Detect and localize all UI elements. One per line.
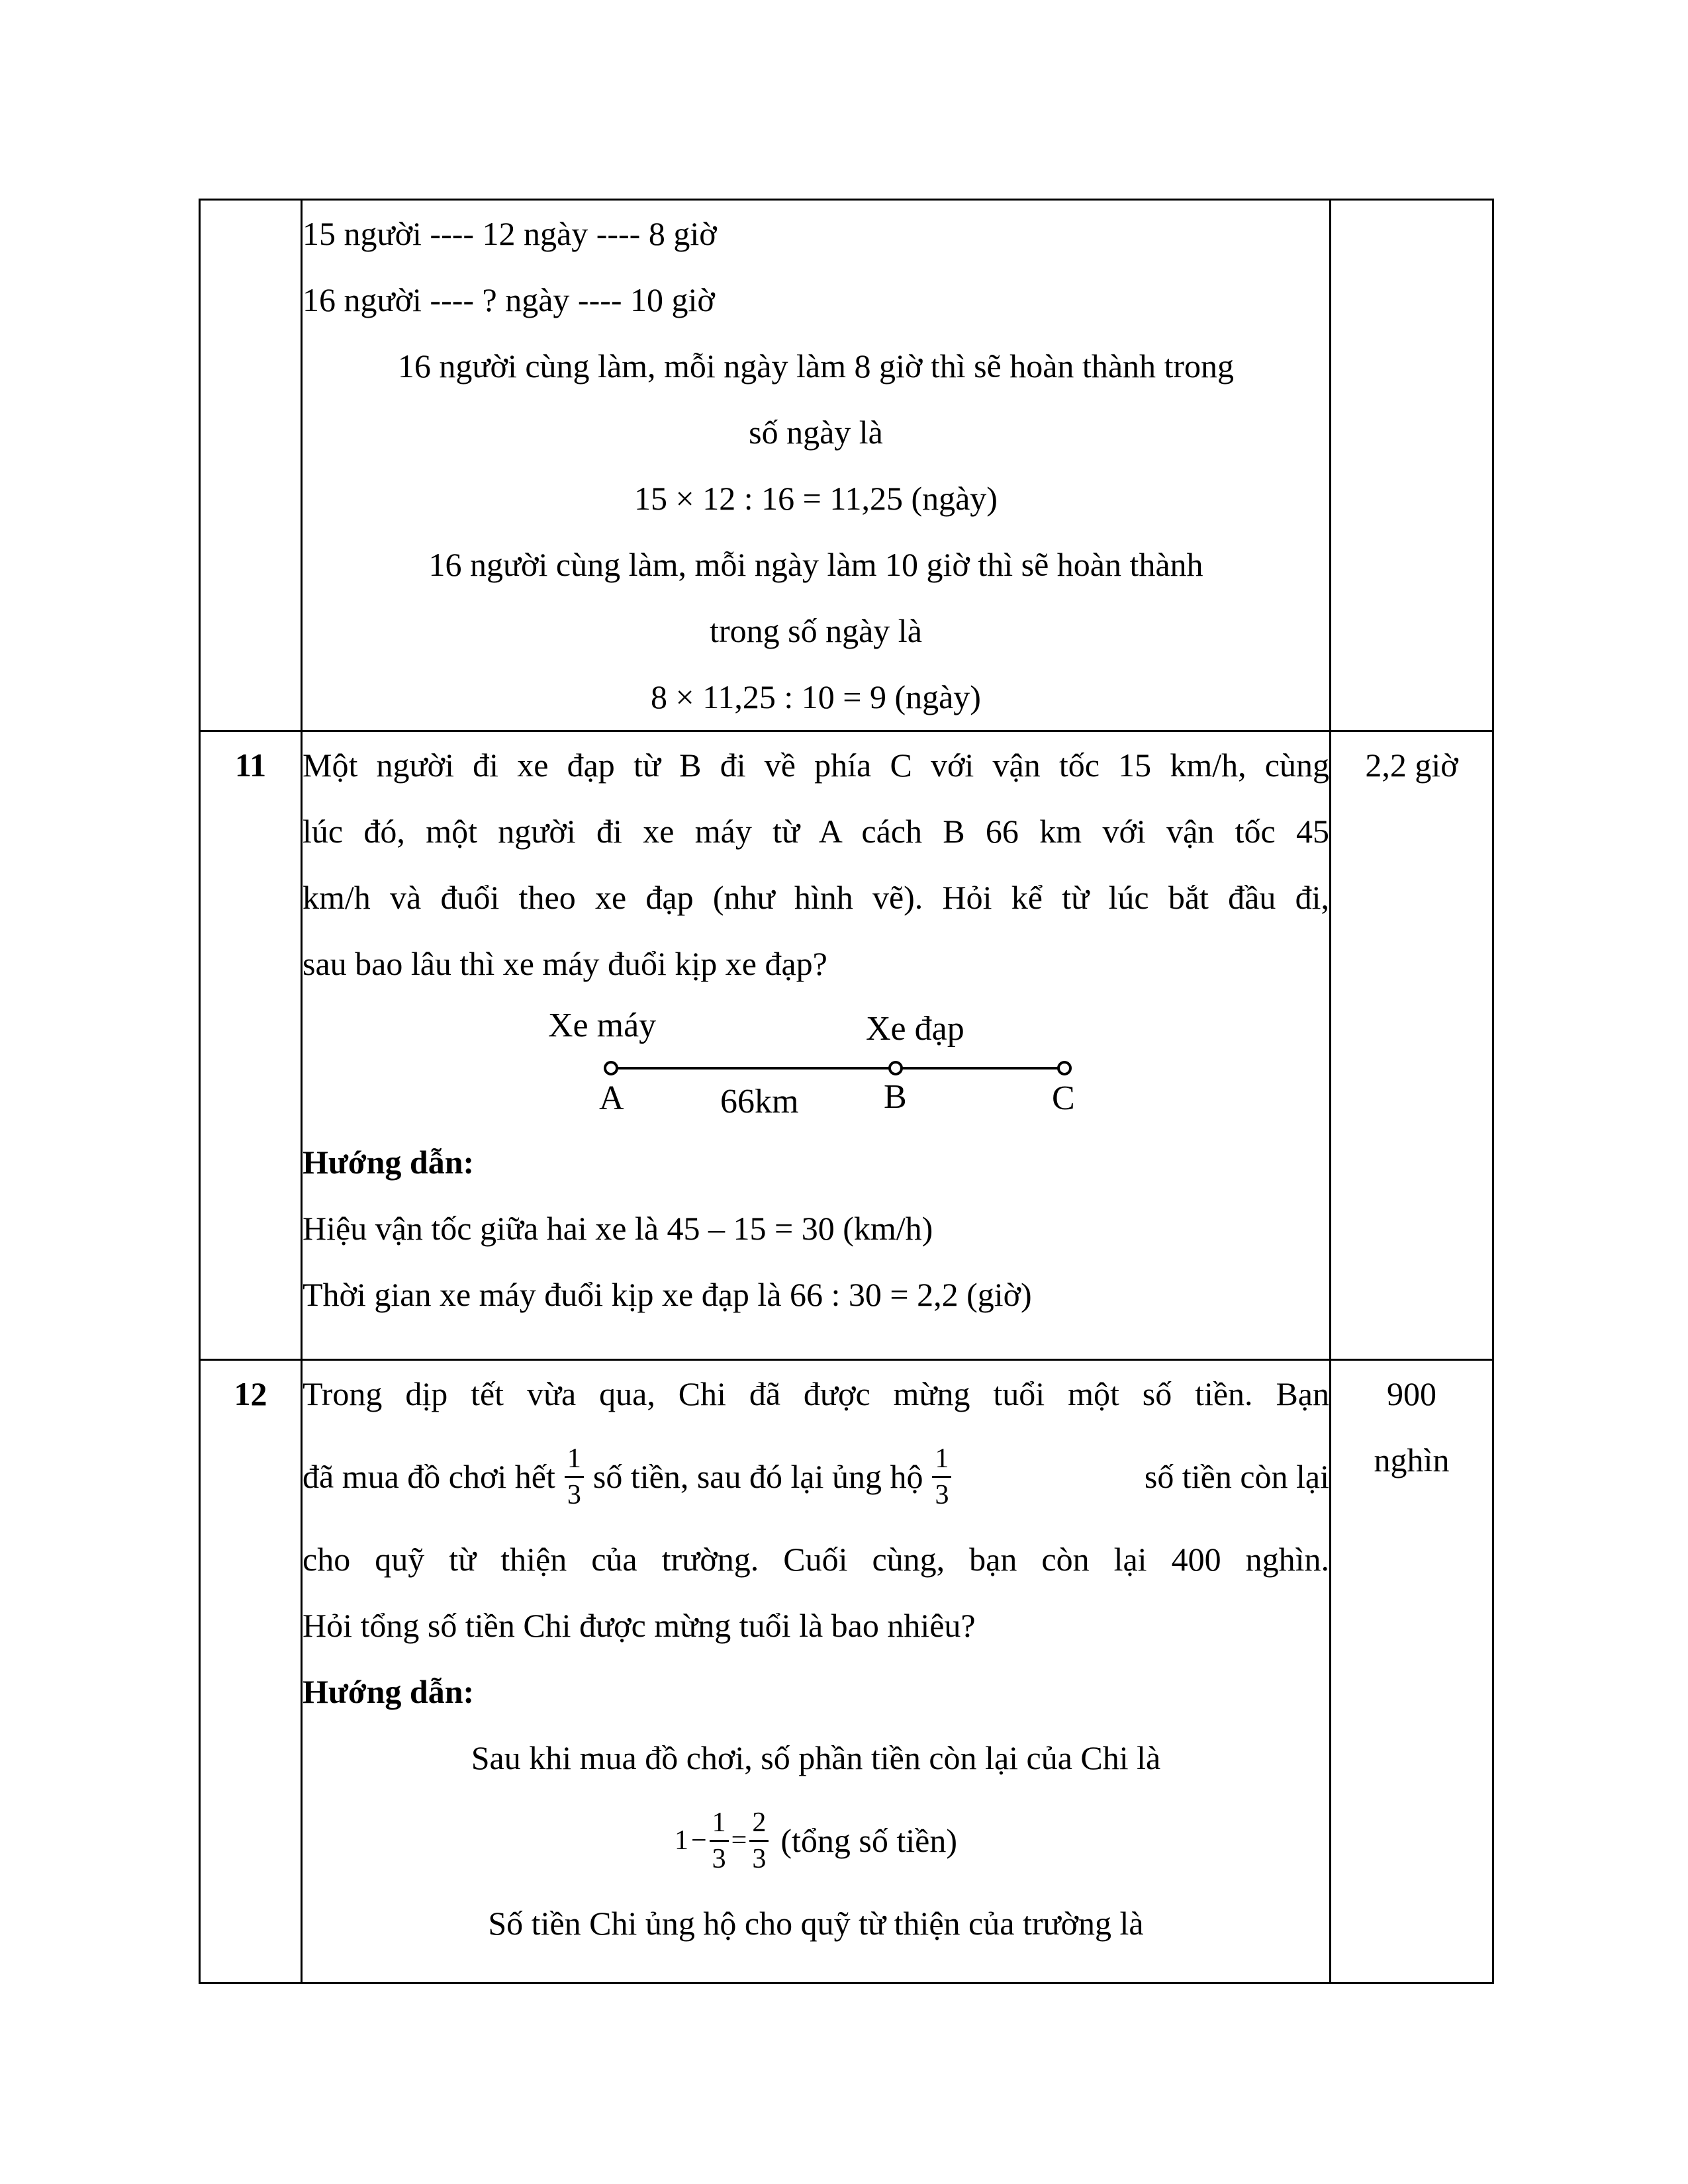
table-row-problem-12 [200, 1360, 1493, 1983]
question-fragment: đã mua đồ chơi hết [303, 1458, 555, 1495]
equation-minus: − [690, 1825, 707, 1856]
diagram-label-b: B [883, 1078, 907, 1116]
step-equation-2: 8 × 11,25 : 10 = 9 (ngày) [651, 678, 981, 715]
equation-one: 1 [674, 1825, 688, 1856]
table-row-problem-11 [200, 731, 1493, 1360]
problem-number: 12 [200, 1360, 302, 1983]
cell-solution-continued [302, 200, 1331, 731]
question-line: km/h và đuổi theo xe đạp (như hình vẽ). Hỏi kể từ lúc bắt đầu đi, [303, 879, 1329, 916]
diagram-point-b [890, 1062, 902, 1074]
cell-number-empty [200, 200, 302, 731]
diagram-point-a [605, 1062, 617, 1074]
step-text-2: 16 người cùng làm, mỗi ngày làm 10 giờ thì sẽ hoàn thành [428, 546, 1203, 583]
ratio-line-1: 15 người ---- 12 ngày ---- 8 giờ [303, 215, 717, 252]
step-equation-1: 15 × 12 : 16 = 11,25 (ngày) [634, 480, 998, 517]
guide-line: Hiệu vận tốc giữa hai xe là 45 – 15 = 30 (km/h) [303, 1210, 933, 1247]
step-text-2-cont: trong số ngày là [710, 612, 922, 649]
step-text-1-cont: số ngày là [749, 414, 883, 451]
answer-line: 900 [1387, 1375, 1436, 1412]
fraction-numerator: 1 [565, 1441, 584, 1478]
diagram-label-bicycle: Xe đạp [865, 1010, 964, 1048]
equation-fraction [710, 1805, 729, 1876]
question-line: Trong dịp tết vừa qua, Chi đã được mừng tuổi một số tiền. Bạn [303, 1375, 1329, 1412]
fraction-one-third [932, 1441, 951, 1512]
guide-title: Hướng dẫn: [303, 1144, 475, 1181]
question-fragment: số tiền còn lại [1144, 1458, 1329, 1495]
question-fragment: số tiền, sau đó lại ủng hộ [592, 1458, 923, 1495]
question-text [303, 1427, 961, 1526]
fraction-numerator: 1 [710, 1805, 729, 1842]
cell-answer-empty [1331, 200, 1493, 731]
question-line: sau bao lâu thì xe máy đuổi kịp xe đạp? [303, 945, 827, 982]
equation-unit: (tổng số tiền) [780, 1822, 957, 1859]
guide-equation [303, 1791, 1329, 1890]
question-line-with-fractions [303, 1427, 1329, 1526]
diagram-label-distance: 66km [720, 1083, 798, 1120]
fraction-numerator: 2 [749, 1805, 769, 1842]
guide-title: Hướng dẫn: [303, 1673, 475, 1710]
equation-equals: = [731, 1825, 747, 1856]
question-line: Hỏi tổng số tiền Chi được mừng tuổi là bao nhiêu? [303, 1607, 976, 1644]
fraction-denominator: 3 [712, 1843, 726, 1874]
fraction-denominator: 3 [935, 1479, 949, 1510]
question-line: Một người đi xe đạp từ B đi về phía C với vận tốc 15 km/h, cùng [303, 747, 1329, 784]
cell-problem-11 [302, 731, 1331, 1360]
answer-cell: 2,2 giờ [1331, 731, 1493, 1360]
fraction-numerator: 1 [932, 1441, 951, 1478]
question-line: cho quỹ từ thiện của trường. Cuối cùng, bạn còn lại 400 nghìn. [303, 1541, 1329, 1578]
solution-table [199, 199, 1494, 1984]
answer-cell [1331, 1360, 1493, 1983]
guide-line: Số tiền Chi ủng hộ cho quỹ từ thiện của trường là [488, 1905, 1144, 1942]
cell-problem-12 [302, 1360, 1331, 1983]
guide-line: Thời gian xe máy đuổi kịp xe đạp là 66 : 30 = 2,2 (giờ) [303, 1276, 1032, 1313]
fraction-one-third [565, 1441, 584, 1512]
problem-number: 11 [200, 731, 302, 1360]
diagram-label-a: A [598, 1079, 624, 1117]
diagram-label-motorbike: Xe máy [547, 1007, 656, 1044]
diagram-point-c [1058, 1062, 1070, 1074]
fraction-denominator: 3 [567, 1479, 581, 1510]
diagram-label-c: C [1051, 1079, 1075, 1117]
ratio-line-2: 16 người ---- ? ngày ---- 10 giờ [303, 281, 715, 318]
fraction-denominator: 3 [752, 1843, 767, 1874]
equation-result-fraction [749, 1805, 769, 1876]
table-row-continued [200, 200, 1493, 731]
step-text-1: 16 người cùng làm, mỗi ngày làm 8 giờ thì sẽ hoàn thành trong [397, 347, 1235, 385]
answer-line: nghìn [1374, 1441, 1450, 1479]
question-line: lúc đó, một người đi xe máy từ A cách B 66 km với vận tốc 45 [303, 813, 1329, 850]
guide-line: Sau khi mua đồ chơi, số phần tiền còn lại của Chi là [471, 1739, 1161, 1776]
motion-diagram [532, 997, 1101, 1129]
